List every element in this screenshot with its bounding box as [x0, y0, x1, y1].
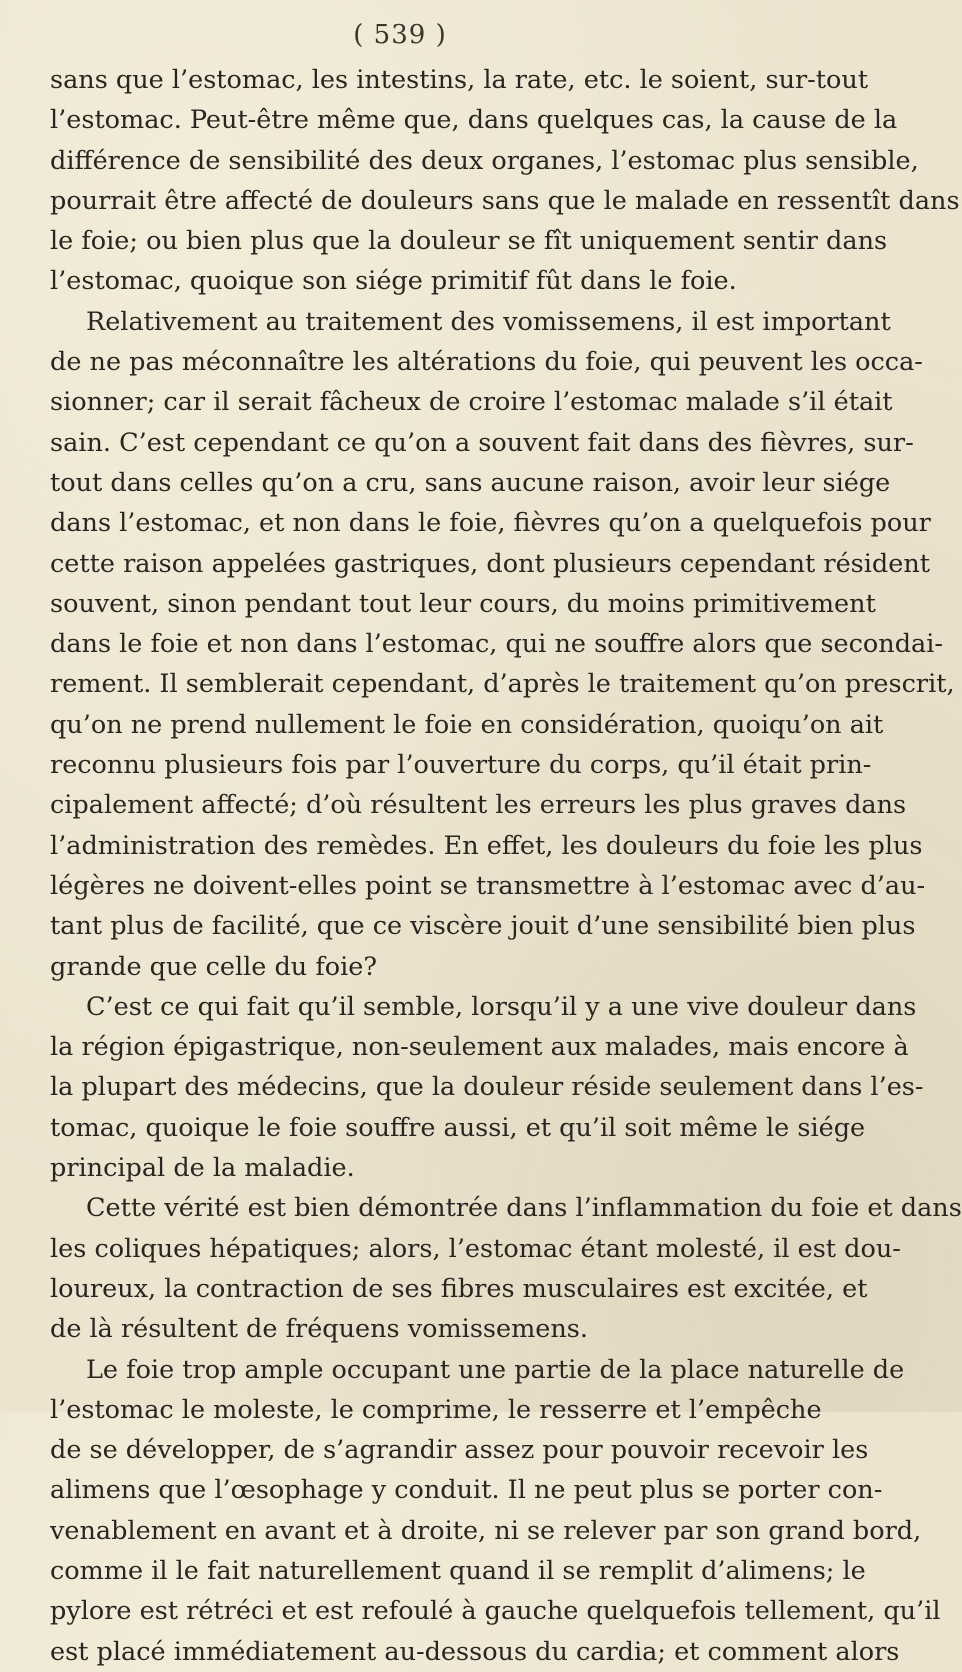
- text-line: cette raison appelées gastriques, dont plusieurs cependant résident: [50, 548, 930, 579]
- text-line: tout dans celles qu’on a cru, sans aucune raison, avoir leur siége: [50, 467, 891, 498]
- text-line: reconnu plusieurs fois par l’ouverture du corps, qu’il était prin-: [50, 750, 872, 781]
- text-line: C’est ce qui fait qu’il semble, lorsqu’il y a une vive douleur dans: [86, 991, 917, 1022]
- text-line: souvent, sinon pendant tout leur cours, du moins primitivement: [50, 588, 876, 619]
- text-line: sionner; car il serait fâcheux de croire l’estomac malade s’il était: [50, 387, 893, 418]
- text-line: tomac, quoique le foie souffre aussi, et qu’il soit même le siége: [50, 1112, 866, 1143]
- text-line: Le foie trop ample occupant une partie de la place naturelle de: [86, 1354, 905, 1385]
- text-line: de là résultent de fréquens vomissemens.: [50, 1314, 588, 1345]
- text-line: pylore est rétréci et est refoulé à gauche quelquefois tellement, qu’il: [50, 1596, 941, 1627]
- text-line: qu’on ne prend nullement le foie en considération, quoiqu’on ait: [50, 709, 884, 740]
- text-line: différence de sensibilité des deux organes, l’estomac plus sensible,: [50, 145, 919, 176]
- text-line: rement. Il semblerait cependant, d’après le traitement qu’on prescrit,: [50, 669, 955, 700]
- text-line: la région épigastrique, non-seulement aux malades, mais encore à: [50, 1032, 909, 1063]
- text-line: Cette vérité est bien démontrée dans l’inflammation du foie et dans: [86, 1193, 962, 1224]
- text-line: Relativement au traitement des vomissemens, il est important: [86, 306, 891, 337]
- page-number: ( 539 ): [353, 20, 447, 50]
- text-line: alimens que l’œsophage y conduit. Il ne peut plus se porter con-: [50, 1475, 883, 1506]
- text-line: de ne pas méconnaître les altérations du foie, qui peuvent les occa-: [50, 347, 923, 378]
- text-line: sain. C’est cependant ce qu’on a souvent fait dans des fièvres, sur-: [50, 427, 914, 458]
- text-line: comme il le fait naturellement quand il se remplit d’alimens; le: [50, 1555, 866, 1586]
- text-line: le foie; ou bien plus que la douleur se fît uniquement sentir dans: [50, 226, 888, 257]
- text-line: l’estomac, quoique son siége primitif fût dans le foie.: [50, 266, 737, 297]
- text-line: pourrait être affecté de douleurs sans que le malade en ressentît dans: [50, 185, 960, 216]
- text-line: est placé immédiatement au-dessous du cardia; et comment alors: [50, 1636, 900, 1667]
- text-line: sans que l’estomac, les intestins, la rate, etc. le soient, sur-tout: [50, 65, 869, 95]
- text-line: la plupart des médecins, que la douleur réside seulement dans l’es-: [50, 1072, 924, 1103]
- text-line: grande que celle du foie?: [50, 951, 378, 982]
- text-line: loureux, la contraction de ses fibres musculaires est excitée, et: [50, 1273, 868, 1304]
- text-line: dans l’estomac, et non dans le foie, fièvres qu’on a quelquefois pour: [50, 508, 931, 539]
- text-line: tant plus de facilité, que ce viscère jouit d’une sensibilité bien plus: [50, 911, 916, 942]
- text-line: de se développer, de s’agrandir assez pour pouvoir recevoir les: [50, 1435, 869, 1466]
- text-line: l’estomac le moleste, le comprime, le resserre et l’empêche: [50, 1394, 822, 1425]
- text-line: l’estomac. Peut-être même que, dans quelques cas, la cause de la: [50, 105, 898, 136]
- text-line: principal de la maladie.: [50, 1153, 355, 1184]
- body-text: [50, 60, 962, 1672]
- text-line: venablement en avant et à droite, ni se relever par son grand bord,: [50, 1515, 922, 1546]
- text-line: légères ne doivent-elles point se transmettre à l’estomac avec d’au-: [50, 870, 926, 901]
- text-line: les coliques hépatiques; alors, l’estomac étant molesté, il est dou-: [50, 1233, 901, 1264]
- text-line: cipalement affecté; d’où résultent les erreurs les plus graves dans: [50, 790, 907, 821]
- text-line: l’administration des remèdes. En effet, les douleurs du foie les plus: [50, 830, 923, 861]
- text-line: dans le foie et non dans l’estomac, qui ne souffre alors que secondai-: [50, 629, 943, 660]
